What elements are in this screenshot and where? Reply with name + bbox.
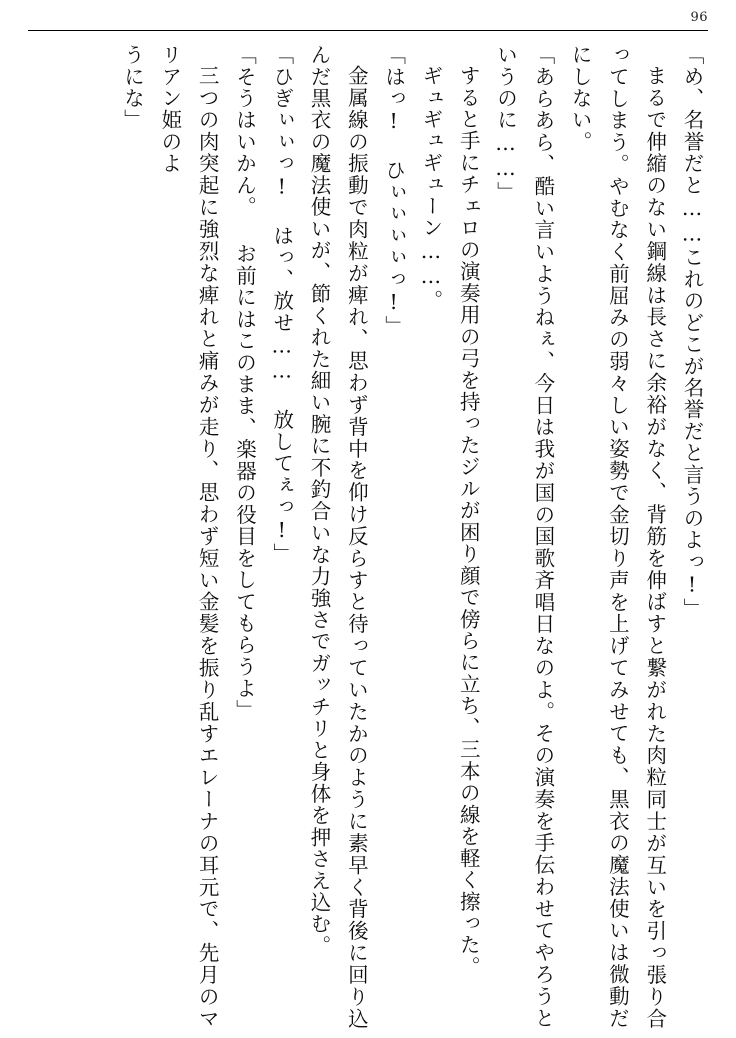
paragraph: 「あらあら、酷い言いようねぇ、今日は我が国の国歌斉唱日なのよ。その演奏を手伝わせてやろうというのに……」 <box>493 44 555 1029</box>
paragraph: まるで伸縮のない鋼線は長さに余裕がなく、背筋を伸ばすと繋がれた肉粒同士が互いを引っ張り合ってしまう。やむなく前屈みの弱々しい姿勢で金切り声を上げてみせても、黒衣の魔法使いは微動だにしない。 <box>568 44 667 1029</box>
paragraph: 金属線の振動で肉粒が痺れ、思わず背中を仰け反らすと待っていたかのように素早く背後に回り込んだ黒衣の魔法使いが、節くれた細い腕に不釣合いな力強さでガッチリと身体を押さえ込む。 <box>307 44 369 1029</box>
paragraph: 「ひぎぃぃっ! はっ、放せ…… 放してぇっ!」 <box>269 44 294 565</box>
page-number: 96 <box>690 10 708 25</box>
paragraph: 「そうはいかん。 お前にはこのまま、楽器の役目をしてもらうよ」 <box>232 44 257 722</box>
paragraph: ギュギュギューン……。 <box>418 64 443 311</box>
paragraph: 「はっ! ひぃぃぃぃっ!」 <box>381 44 406 337</box>
header-rule <box>28 30 708 31</box>
paragraph: 三つの肉突起に強烈な痺れと痛みが走り、思わず短い金髪を振り乱すエレーナの耳元で、先月のマリアン姫のよ <box>157 44 220 1029</box>
vertical-text-block <box>30 44 710 1029</box>
page-body <box>30 44 710 1029</box>
paragraph: 「め、名誉だと……これのどこが名誉だと言うのよっ!」 <box>680 44 704 620</box>
paragraph: すると手にチェロの演奏用の弓を持ったジルが困り顔で傍らに立ち、三本の線を軽く擦った。 <box>456 64 481 978</box>
paragraph: うにな」 <box>120 44 145 131</box>
